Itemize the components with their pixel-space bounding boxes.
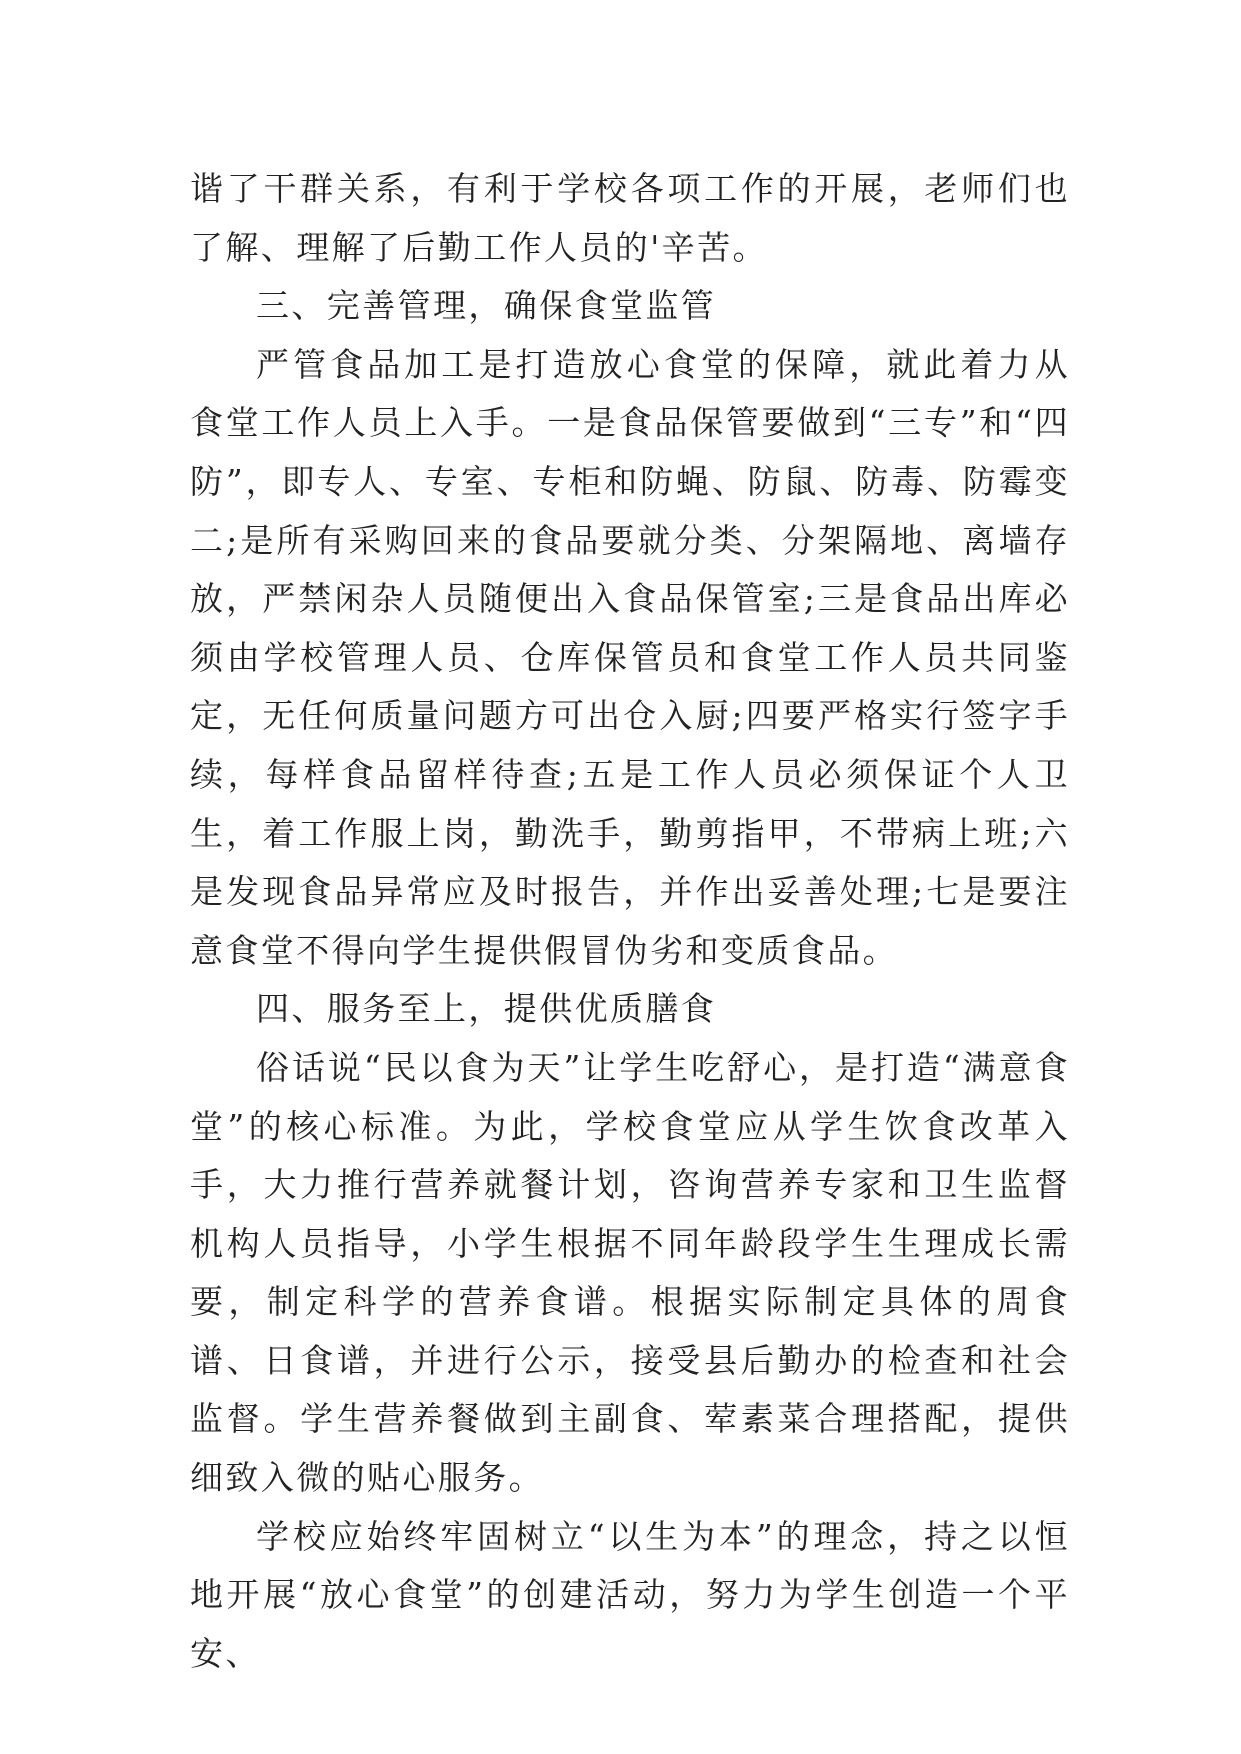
section-heading-four: 四、服务至上，提供优质膳食 bbox=[256, 989, 717, 1029]
paragraph-food-management: 严管食品加工是打造放心食堂的保障，就此着力从食堂工作人员上入手。一是食品保管要做到“三专”和“四防”，即专人、专室、专柜和防蝇、防鼠、防毒、防霉变二;是所有采购回来的食品要就分类、分架隔地、离墙存放，严禁闲杂人员随便出入食品保管室;三是食品出库必须由学校管理人员、仓库保管员和食堂工作人员共同鉴定，无任何质量问题方可出仓入厨;四要严格实行签字手续，每样食品留样待查;五是工作人员必须保证个人卫生，着工作服上岗，勤洗手，勤剪指甲，不带病上班;六是发现食品异常应及时报告，并作出妥善处理;七是要注意食堂不得向学生提供假冒伪劣和变质食品。 bbox=[190, 344, 1070, 970]
document-body bbox=[190, 160, 1070, 1683]
paragraph-conclusion: 学校应始终牢固树立“以生为本”的理念，持之以恒地开展“放心食堂”的创建活动，努力为学生创造一个平安、 bbox=[190, 1516, 1070, 1673]
paragraph-service: 俗话说“民以食为天”让学生吃舒心，是打造“满意食堂”的核心标准。为此，学校食堂应从学生饮食改革入手，大力推行营养就餐计划，咨询营养专家和卫生监督机构人员指导，小学生根据不同年龄段学生生理成长需要，制定科学的营养食谱。根据实际制定具体的周食谱、日食谱，并进行公示，接受县后勤办的检查和社会监督。学生营养餐做到主副食、荤素菜合理搭配，提供细致入微的贴心服务。 bbox=[190, 1047, 1070, 1498]
section-heading-three: 三、完善管理，确保食堂监管 bbox=[256, 286, 717, 326]
paragraph-continuation: 谐了干群关系，有利于学校各项工作的开展，老师们也了解、理解了后勤工作人员的'辛苦。 bbox=[190, 169, 1070, 267]
